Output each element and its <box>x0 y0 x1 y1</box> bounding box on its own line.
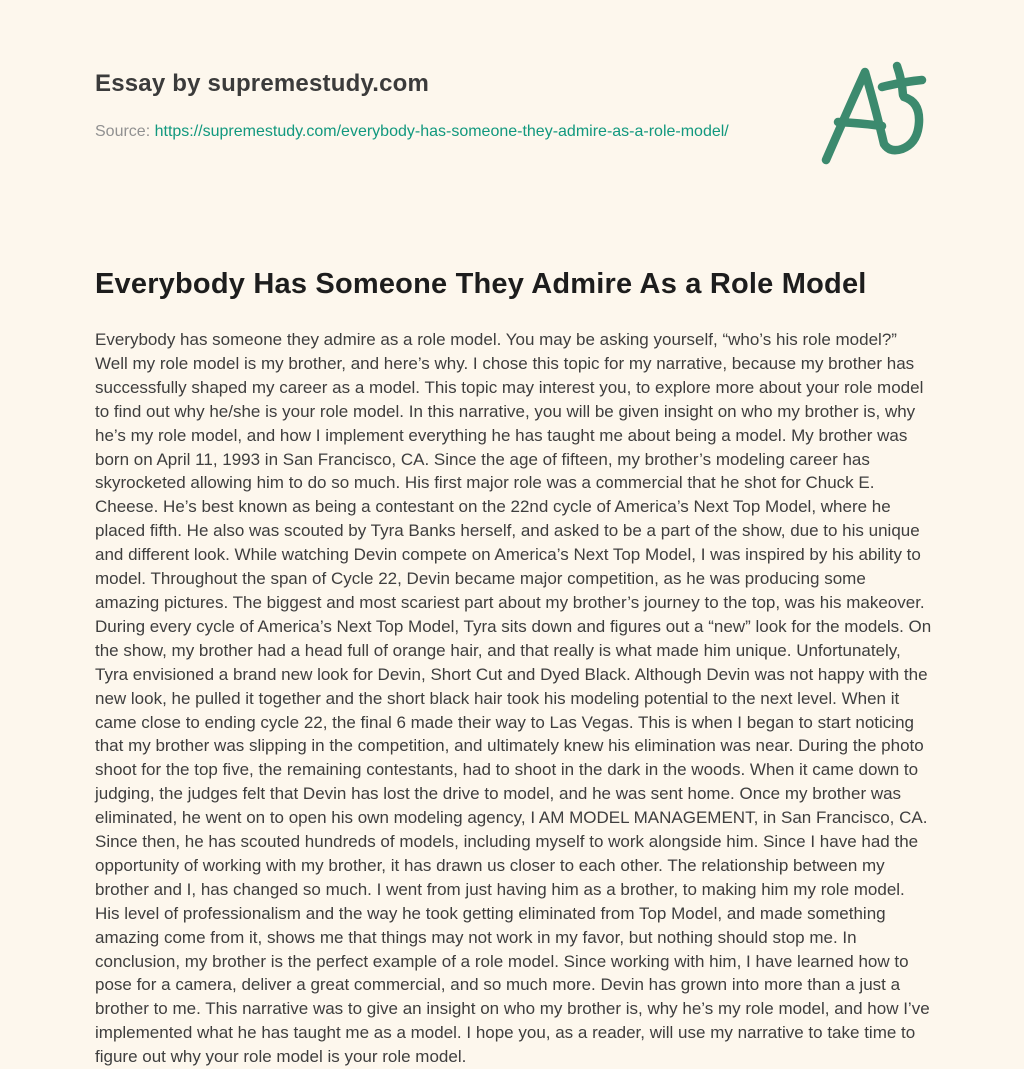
source-link[interactable]: https://supremestudy.com/everybody-has-someone-they-admire-as-a-role-model/ <box>154 123 729 140</box>
page-header-title: Essay by supremestudy.com <box>95 70 430 97</box>
source-label: Source: <box>95 123 151 140</box>
essay-body-paragraph: Everybody has someone they admire as a role model. You may be asking yourself, “who’s his role model?” Well my role model is my brother, and here’s why. I chose this topic for my narrative, because my brother has successfully shaped my career as a model. This topic may interest you, to explore more about your role model to find out why he/she is your role model. In this narrative, you will be given insight on who my brother is, why he’s my role model, and how I implement everything he has taught me about being a model. My brother was born on April 11, 1993 in San Francisco, CA. Since the age of fifteen, my brother’s modeling career has skyrocketed allowing him to do so much. His first major role was a commercial that he shot for Chuck E. Cheese. He’s best known as being a contestant on the 22nd cycle of America’s Next Top Model, where he placed fifth. He also was scouted by Tyra Banks herself, and asked to be a part of the show, due to his unique and different look. While watching Devin compete on America’s Next Top Model, I was inspired by his ability to model. Throughout the span of Cycle 22, Devin became major competition, as he was producing some amazing pictures. The biggest and most scariest part about my brother’s journey to the top, was his makeover. During every cycle of America’s Next Top Model, Tyra sits down and figures out a “new” look for the models. On the show, my brother had a head full of orange hair, and that really is what made him unique. Unfortunately, Tyra envisioned a brand new look for Devin, Short Cut and Dyed Black. Although Devin was not happy with the new look, he pulled it together and the short black hair took his modeling potential to the next level. When it came close to ending cycle 22, the final 6 made their way to Las Vegas. This is when I began to start noticing that my brother was slipping in the competition, and ultimately knew his elimination was near. During the photo shoot for the top five, the remaining contestants, had to shoot in the dark in the woods. When it came down to judging, the judges felt that Devin has lost the drive to model, and he was sent home. Once my brother was eliminated, he went on to open his own modeling agency, I AM MODEL MANAGEMENT, in San Francisco, CA. Since then, he has scouted hundreds of models, including myself to work alongside him. Since I have had the opportunity of working with my brother, it has drawn us closer to each other. The relationship between my brother and I, has changed so much. I went from just having him as a brother, to making him my role model. His level of professionalism and the way he took getting eliminated from Top Model, and made something amazing come from it, shows me that things may not work in my favor, but nothing should stop me. In conclusion, my brother is the perfect example of a role model. Since working with him, I have learned how to pose for a camera, deliver a great commercial, and so much more. Devin has grown into more than a just a brother to me. This narrative was to give an insight on who my brother is, why he’s my role model, and how I’ve implemented what he has taught me as a model. I hope you, as a reader, will use my narrative to take time to figure out why your role model is your role model. <box>95 330 932 1067</box>
essay-title: Everybody Has Someone They Admire As a Role Model <box>95 268 867 301</box>
a-plus-logo-icon <box>818 48 938 168</box>
a-plus-logo-svg <box>818 48 938 168</box>
source-line <box>95 123 729 141</box>
